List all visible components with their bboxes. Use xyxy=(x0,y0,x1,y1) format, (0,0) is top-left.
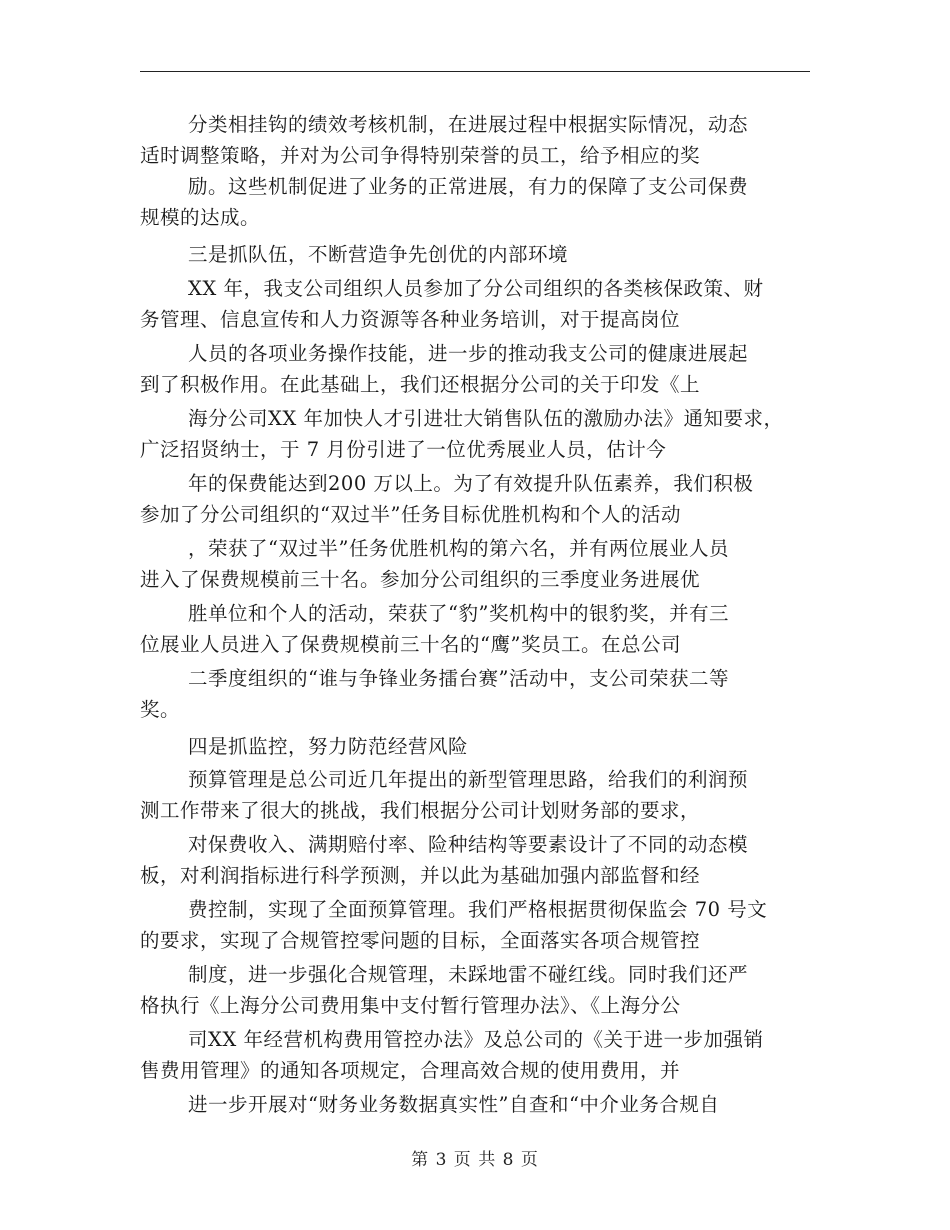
text-line: 参加了分公司组织的“双过半”任务目标优胜机构和个人的活动 xyxy=(140,503,681,526)
text-line: 分类相挂钩的绩效考核机制，在进展过程中根据实际情况，动态 xyxy=(188,113,749,136)
text-line: 规模的达成。 xyxy=(140,206,261,229)
text-line: 胜单位和个人的活动，荣获了“豹”奖机构中的银豹奖，并有三 xyxy=(188,602,729,625)
text-line: 板，对利润指标进行科学预测，并以此为基础加强内部监督和经 xyxy=(140,864,701,887)
text-line: 售费用管理》的通知各项规定，合理高效合规的使用费用，并 xyxy=(140,1059,681,1082)
text-line: 进一步开展对“财务业务数据真实性”自查和“中介业务合规自 xyxy=(188,1093,720,1116)
text-line: 奖。 xyxy=(140,698,181,721)
text-line: 费控制，实现了全面预算管理。我们严格根据贯彻保监会 70 号文 xyxy=(188,898,768,921)
page-number: 第 3 页 共 8 页 xyxy=(411,1150,539,1170)
text-line: 进入了保费规模前三十名。参加分公司组织的三季度业务进展优 xyxy=(140,568,701,591)
text-line: 到了积极作用。在此基础上，我们还根据分公司的关于印发《上 xyxy=(140,373,701,396)
text-line: XX 年，我支公司组织人员参加了分公司组织的各类核保政策、财 xyxy=(188,277,764,300)
text-line: 格执行《上海分公司费用集中支付暂行管理办法》、《上海分公 xyxy=(140,994,681,1017)
text-line: 海分公司XX 年加快人才引进壮大销售队伍的激励办法》通知要求， xyxy=(188,407,784,430)
text-line: 测工作带来了很大的挑战，我们根据分公司计划财务部的要求， xyxy=(140,799,701,822)
text-line: 年的保费能达到200 万以上。为了有效提升队伍素养，我们积极 xyxy=(188,472,754,495)
text-line: 司XX 年经营机构费用管控办法》及总公司的《关于进一步加强销 xyxy=(188,1028,764,1051)
text-line: 务管理、信息宣传和人力资源等各种业务培训，对于提高岗位 xyxy=(140,308,681,331)
text-line: ，荣获了“双过半”任务优胜机构的第六名，并有两位展业人员 xyxy=(188,537,729,560)
section-heading: 三是抓队伍，不断营造争先创优的内部环境 xyxy=(188,243,569,266)
text-line: 预算管理是总公司近几年提出的新型管理思路，给我们的利润预 xyxy=(188,768,749,791)
section-heading: 四是抓监控，努力防范经营风险 xyxy=(188,735,469,758)
text-line: 人员的各项业务操作技能，进一步的推动我支公司的健康进展起 xyxy=(188,342,749,365)
text-line: 的要求，实现了合规管控零问题的目标，全面落实各项合规管控 xyxy=(140,929,701,952)
text-line: 广泛招贤纳士，于 7 月份引进了一位优秀展业人员，估计今 xyxy=(140,438,667,461)
text-line: 励。这些机制促进了业务的正常进展，有力的保障了支公司保费 xyxy=(188,175,749,198)
text-line: 二季度组织的“谁与争锋业务擂台赛”活动中，支公司荣获二等 xyxy=(188,667,729,690)
text-line: 制度，进一步强化合规管理，未踩地雷不碰红线。同时我们还严 xyxy=(188,963,749,986)
text-line: 对保费收入、满期赔付率、险种结构等要素设计了不同的动态模 xyxy=(188,833,749,856)
text-line: 适时调整策略，并对为公司争得特别荣誉的员工，给予相应的奖 xyxy=(140,144,701,167)
text-line: 位展业人员进入了保费规模前三十名的“鹰”奖员工。在总公司 xyxy=(140,633,681,656)
